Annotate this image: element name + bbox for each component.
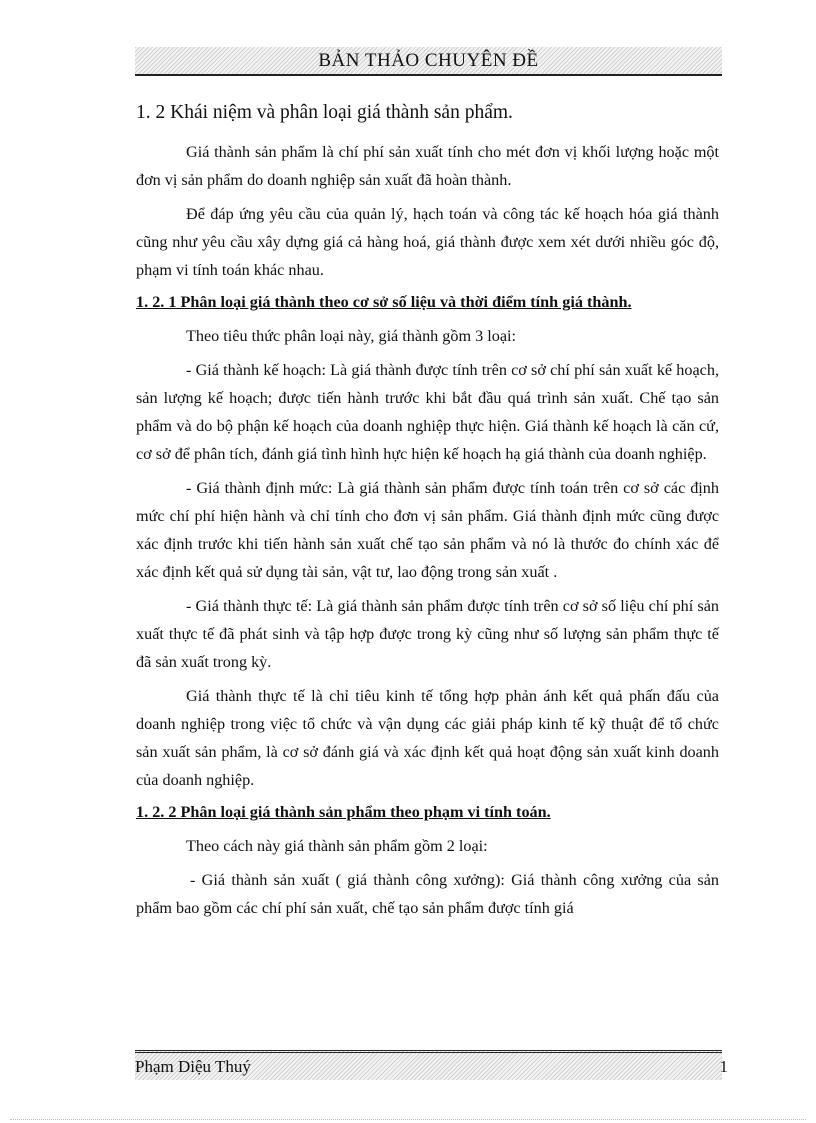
paragraph-1: Giá thành sản phẩm là chí phí sản xuất tính cho mét đơn vị khối lượng hoặc một đơn vị sản phẩm do doanh nghiệp sản xuất đã hoàn thành. [136, 143, 719, 189]
page-edge-divider [10, 1119, 806, 1120]
section-title: 1. 2 Khái niệm và phân loại giá thành sản phẩm. [136, 102, 513, 123]
page-number: 1 [719, 1057, 728, 1076]
subheading-1-2-1: 1. 2. 1 Phân loại giá thành theo cơ sở số liệu và thời điểm tính giá thành. [136, 293, 632, 311]
paragraph-8: Theo cách này giá thành sản phẩm gồm 2 loại: [186, 837, 488, 855]
header-title: BẢN THẢO CHUYÊN ĐỀ [318, 50, 539, 71]
paragraph-6: - Giá thành thực tế: Là giá thành sản phẩm được tính trên cơ sở số liệu chí phí sản xuất thực tế đã phát sinh và tập hợp được trong kỳ cũng như số lượng sản phẩm thực tế đã sản xuất trong kỳ. [136, 597, 719, 671]
page-footer [135, 1050, 728, 1080]
page-content [136, 100, 719, 928]
page-header [135, 47, 722, 76]
footer-author: Phạm Diệu Thuý [135, 1057, 251, 1076]
paragraph-7: Giá thành thực tế là chỉ tiêu kinh tế tổng hợp phản ánh kết quả phấn đấu của doanh nghiệp trong việc tổ chức và vận dụng các giải pháp kinh tế kỹ thuật để tổ chức sản xuất sản phẩm, là cơ sở đánh giá và xác định kết quả hoạt động sản xuất kinh doanh của doanh nghiệp. [136, 687, 719, 789]
paragraph-2: Để đáp ứng yêu cầu của quản lý, hạch toán và công tác kế hoạch hóa giá thành cũng như yêu cầu xây dựng giá cả hàng hoá, giá thành được xem xét dưới nhiều góc độ, phạm vi tính toán khác nhau. [136, 205, 719, 279]
subheading-1-2-2: 1. 2. 2 Phân loại giá thành sản phẩm theo phạm vi tính toán. [136, 803, 551, 821]
paragraph-3: Theo tiêu thức phân loại này, giá thành gồm 3 loại: [186, 327, 517, 345]
paragraph-9: - Giá thành sản xuất ( giá thành công xưởng): Giá thành công xưởng của sản phẩm bao gồm các chí phí sản xuất, chế tạo sản phẩm được tính giá [136, 871, 719, 917]
paragraph-4: - Giá thành kế hoạch: Là giá thành được tính trên cơ sở chí phí sản xuất kế hoạch, sản lượng kế hoạch; được tiến hành trước khi bắt đầu quá trình sản xuất. Chế tạo sản phẩm và do bộ phận kế hoạch của doanh nghiệp thực hiện. Giá thành kế hoạch là căn cứ, cơ sở để phân tích, đánh giá tình hình hực hiện kế hoạch hạ giá thành của doanh nghiệp. [136, 361, 719, 463]
paragraph-5: - Giá thành định mức: Là giá thành sản phẩm được tính toán trên cơ sở các định mức chí phí hiện hành và chỉ tính cho đơn vị sản phẩm. Giá thành định mức cũng được xác định trước khi tiến hành sản xuất chế tạo sản phẩm và nó là thước đo chính xác để xác định kết quả sử dụng tài sản, vật tư, lao động trong sản xuất . [136, 479, 719, 581]
